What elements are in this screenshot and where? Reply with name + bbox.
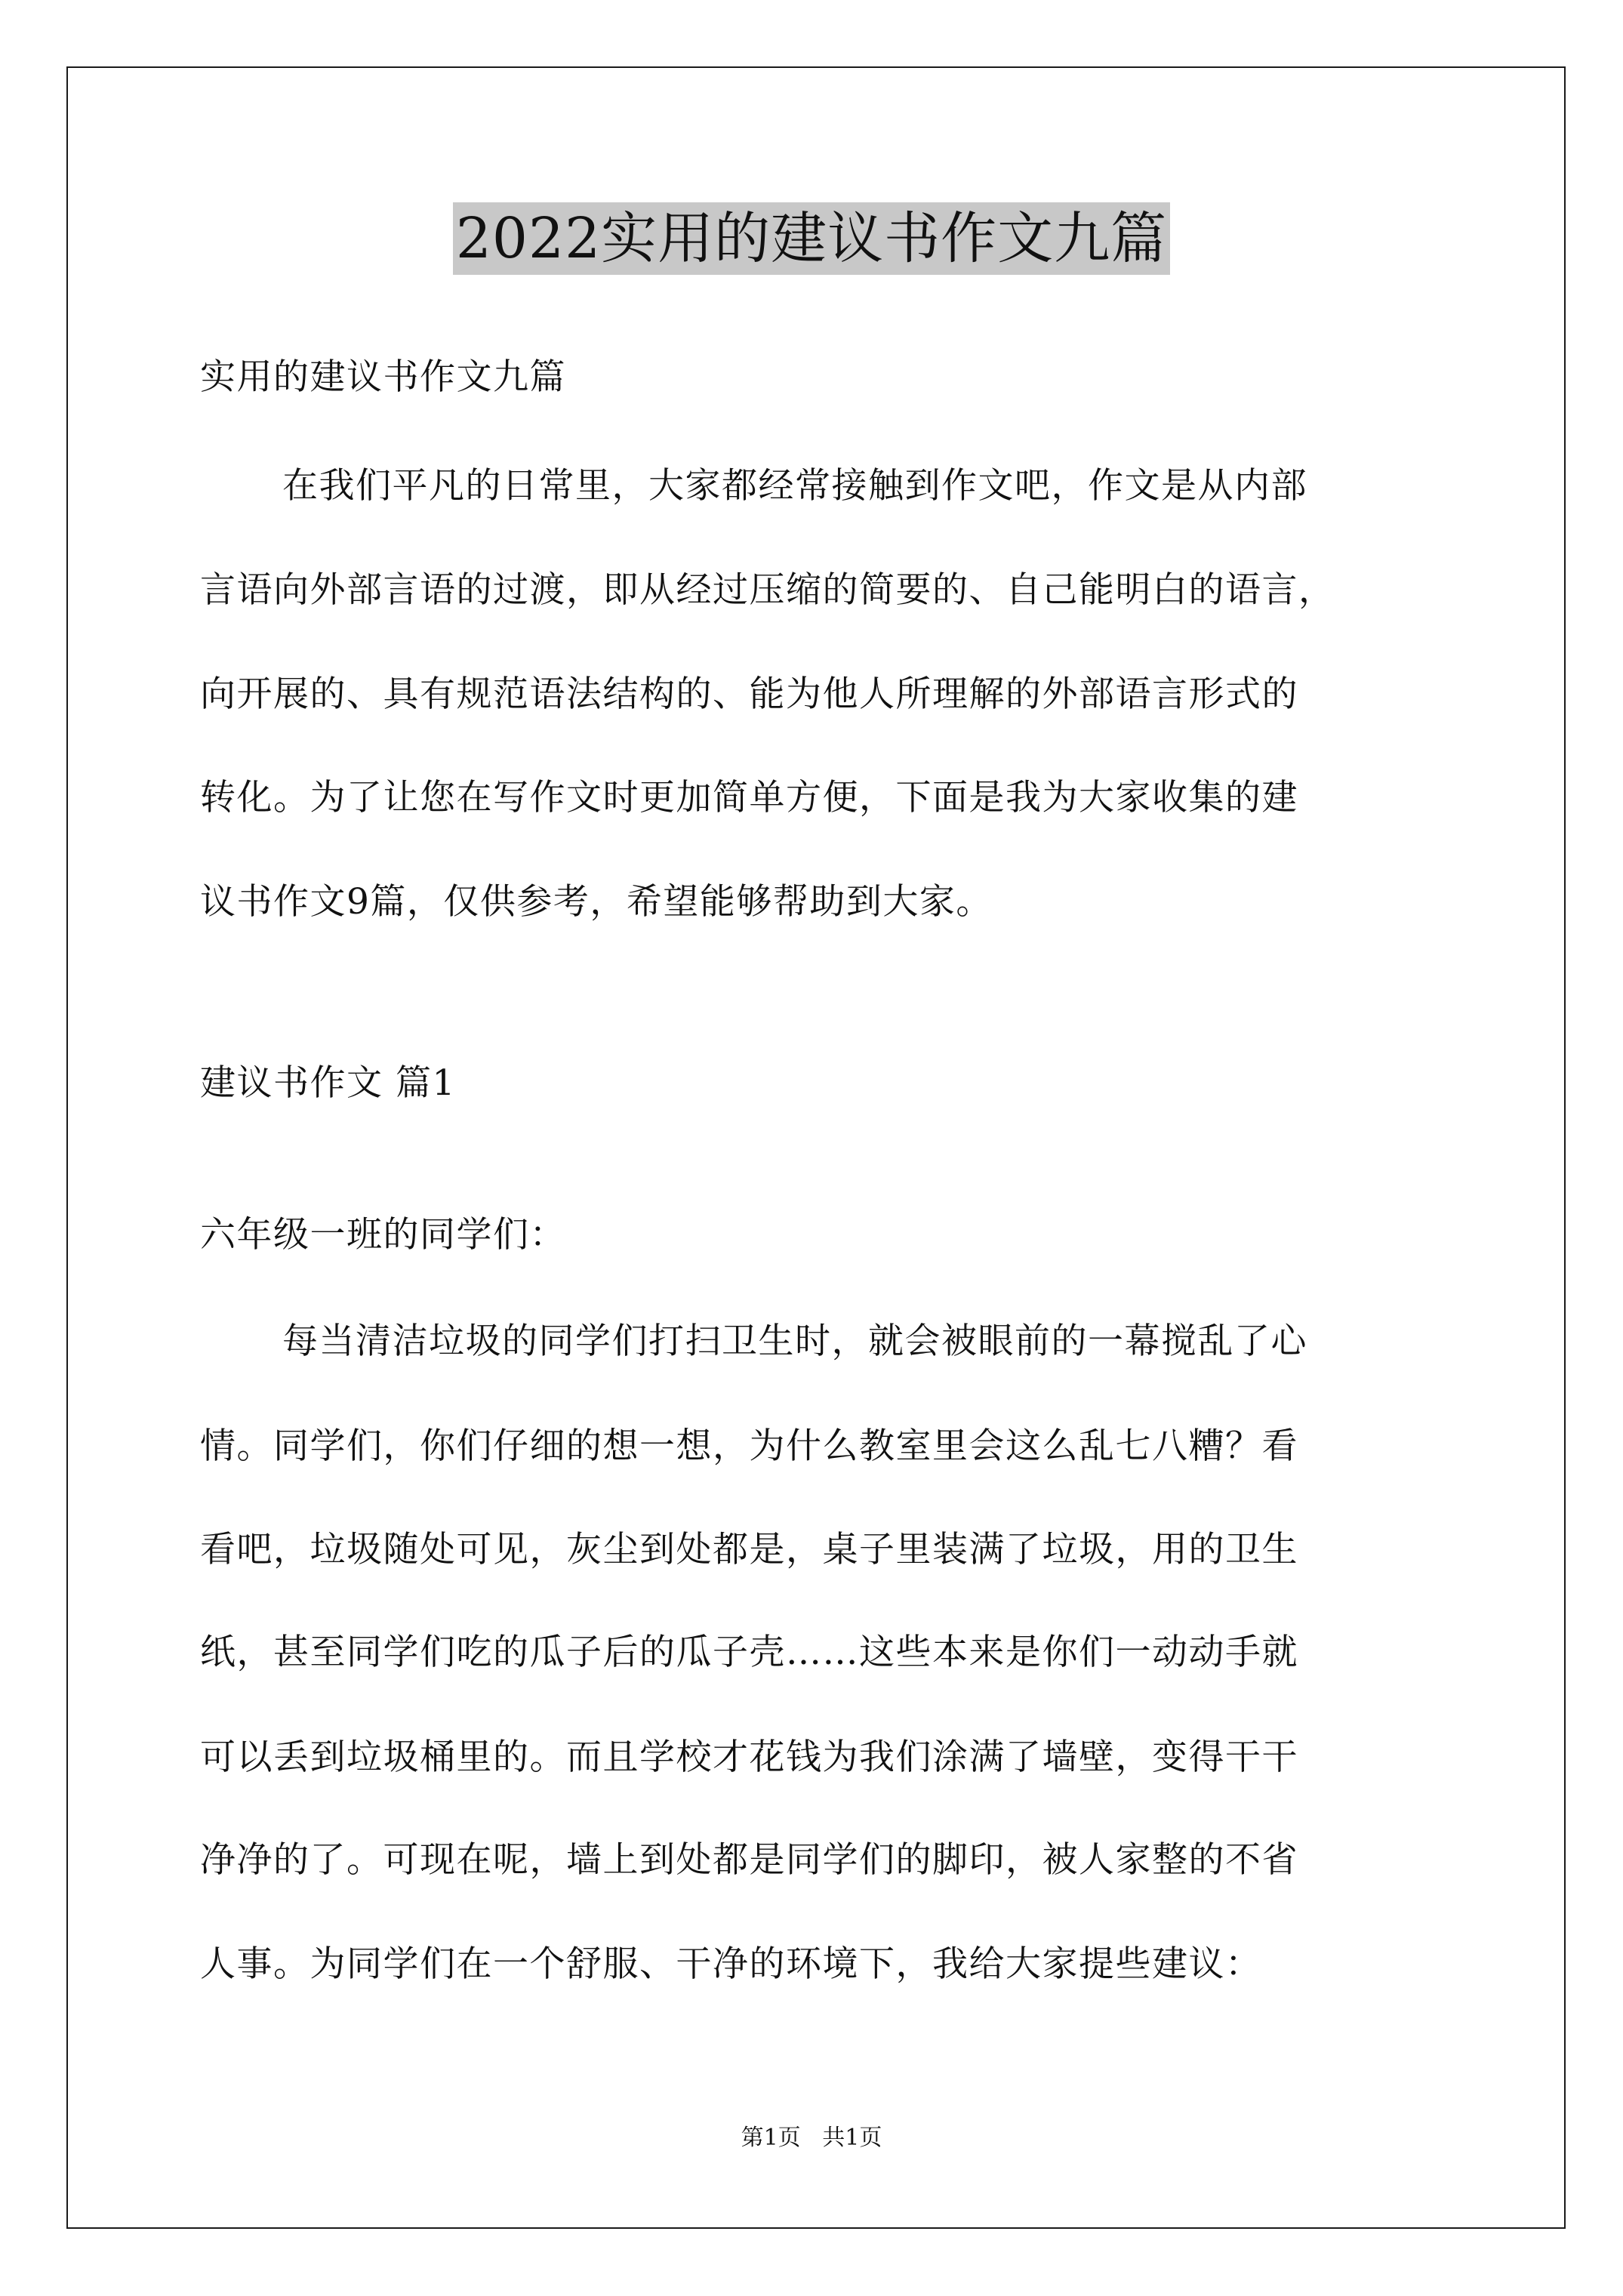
intro-line-4: 转化。为了让您在写作文时更加简单方便，下面是我为大家收集的建 <box>200 777 1298 818</box>
intro-line-2: 言语向外部言语的过渡，即从经过压缩的简要的、自己能明白的语言， <box>200 569 1335 611</box>
document-subtitle: 实用的建议书作文九篇 <box>200 356 566 398</box>
body-line-6: 净净的了。可现在呢，墙上到处都是同学们的脚印，被人家整的不省 <box>200 1839 1298 1881</box>
title-container <box>0 202 1623 275</box>
body-line-7: 人事。为同学们在一个舒服、干净的环境下，我给大家提些建议： <box>200 1943 1262 1985</box>
intro-line-1: 在我们平凡的日常里，大家都经常接触到作文吧，作文是从内部 <box>282 465 1307 507</box>
intro-line-3: 向开展的、具有规范语法结构的、能为他人所理解的外部语言形式的 <box>200 673 1298 715</box>
body-line-5: 可以丢到垃圾桶里的。而且学校才花钱为我们涂满了墙壁，变得干干 <box>200 1737 1298 1778</box>
section-heading: 建议书作文 篇1 <box>200 1062 456 1104</box>
intro-line-5: 议书作文9篇，仅供参考，希望能够帮助到大家。 <box>200 881 993 923</box>
body-line-1: 每当清洁垃圾的同学们打扫卫生时，就会被眼前的一幕搅乱了心 <box>282 1321 1307 1362</box>
page-footer: 第1页 共1页 <box>741 2125 882 2151</box>
body-line-2: 情。同学们，你们仔细的想一想，为什么教室里会这么乱七八糟？看 <box>200 1425 1298 1467</box>
salutation: 六年级一班的同学们： <box>200 1214 566 1256</box>
document-title: 2022实用的建议书作文九篇 <box>453 202 1170 275</box>
body-line-4: 纸，甚至同学们吃的瓜子后的瓜子壳……这些本来是你们一动动手就 <box>200 1632 1298 1673</box>
body-line-3: 看吧，垃圾随处可见，灰尘到处都是，桌子里装满了垃圾，用的卫生 <box>200 1529 1298 1570</box>
